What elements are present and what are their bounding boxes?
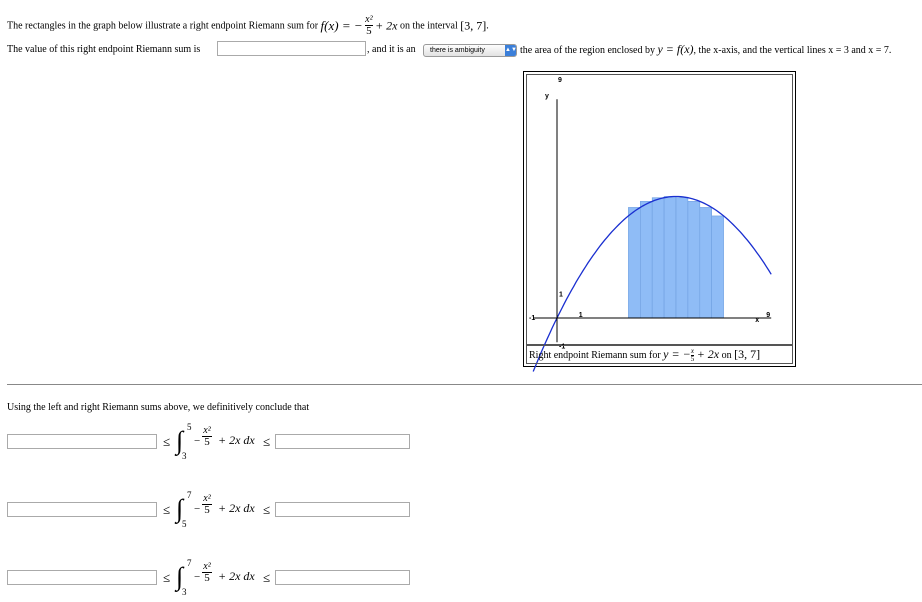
le-symbol-right-3: ≤ [263,570,271,585]
lower-bound-input-1[interactable] [7,434,157,449]
integrand-den-2: 5 [204,504,210,516]
integrand-minus-3: − [194,571,201,583]
line1-num: x² [365,14,373,25]
line2-rest [520,42,891,57]
integrand-minus-1: − [194,435,201,447]
caption-fx: y = − [663,347,691,361]
riemann-bar-4 [664,197,676,319]
integrand-tail-2: + 2x dx [218,501,255,515]
estimate-type-value: there is ambiguity [430,47,485,54]
riemann-sum-chart [527,75,792,351]
line2-rest2: , the x-axis, and the vertical lines x = 3 and x = 7. [693,45,892,56]
tick-label-9-top: 9 [558,77,562,84]
riemann-sum-answer-input[interactable] [217,41,366,56]
integral-upper-1: 5 [187,422,192,432]
select-arrow-icon: ▲▼ [505,45,516,56]
chart-bars [628,197,723,319]
tick-label-neg1-x: -1 [529,315,536,322]
line1-fraction [365,15,372,37]
caption-on: on [721,350,732,361]
integrand-num-2: x² [203,493,211,504]
graph-panel [523,71,796,367]
riemann-bar-1 [628,207,640,318]
riemann-bar-7 [700,207,712,318]
y-axis-label: y [545,93,549,100]
le-symbol-left-2: ≤ [163,502,171,517]
integral-expression-2 [176,488,266,532]
line1-on: on the interval [400,20,458,32]
integrand-fraction-2 [202,494,212,516]
line1-period: . [486,20,489,32]
x-axis-label: x [755,317,760,324]
integral-expression-1 [176,420,266,464]
integrand-tail-3: + 2x dx [218,569,255,583]
integral-lower-3: 3 [182,587,187,597]
integral-lower-1: 3 [182,451,187,461]
tick-label-9-x: 9 [766,312,771,319]
line1-prefix: The rectangles in the graph below illustrate a right endpoint Riemann sum for [7,20,319,32]
caption-interval: [3, 7] [734,347,761,361]
line2-yfx: y = f(x) [657,42,694,56]
integral-sign-1: ∫ [176,426,184,455]
le-symbol-left-1: ≤ [163,434,171,449]
section-divider [7,384,922,385]
line1-plus: + 2x [375,18,398,33]
integral-expression-3 [176,556,266,600]
riemann-bar-6 [688,201,700,318]
tick-label-1-x: 1 [578,312,583,319]
lower-bound-input-2[interactable] [7,502,157,517]
integrand-minus-2: − [194,503,201,515]
estimate-type-select[interactable] [423,44,517,57]
integral-sign-3: ∫ [176,562,184,591]
integral-lower-2: 5 [182,519,187,529]
riemann-bar-3 [652,198,664,318]
caption-fraction [691,348,695,363]
lower-bound-input-3[interactable] [7,570,157,585]
integrand-fraction-3 [202,562,212,584]
integrand-den-3: 5 [204,572,210,584]
line2-middle: , and it is an [367,44,416,55]
line2-prefix: The value of this right endpoint Riemann sum is [7,44,201,55]
integrand-den-1: 5 [204,436,210,448]
line1-fx: f(x) = − [320,18,363,33]
tick-label-neg1-y: -1 [559,343,566,351]
integral-sign-2: ∫ [176,494,184,523]
upper-bound-input-1[interactable] [275,434,410,449]
line2-rest1: the area of the region enclosed by [520,45,655,56]
riemann-bar-2 [640,201,652,318]
caption-num: x [690,347,694,356]
integrand-num-3: x² [203,561,211,572]
integral-upper-2: 7 [187,490,192,500]
le-symbol-left-3: ≤ [163,570,171,585]
integral-upper-3: 7 [187,558,192,568]
upper-bound-input-3[interactable] [275,570,410,585]
caption-plus: + 2x [696,347,720,361]
graph-caption [526,345,793,364]
caption-prefix: Right endpoint Riemann sum for [529,350,661,361]
integrand-fraction-1 [202,426,212,448]
integrand-num-1: x² [203,425,211,436]
riemann-bar-5 [676,198,688,318]
line1-interval: [3, 7] [460,18,487,33]
graph-plot-area [526,74,793,351]
tick-label-1-y: 1 [559,291,563,299]
caption-den: 5 [690,355,695,364]
upper-bound-input-2[interactable] [275,502,410,517]
integrand-tail-1: + 2x dx [218,433,255,447]
le-symbol-right-2: ≤ [263,502,271,517]
le-symbol-right-1: ≤ [263,434,271,449]
problem-line-1 [7,15,489,37]
riemann-bar-8 [712,216,724,318]
line1-den: 5 [366,25,372,37]
conclusion-text: Using the left and right Riemann sums above, we definitively conclude that [7,402,310,413]
